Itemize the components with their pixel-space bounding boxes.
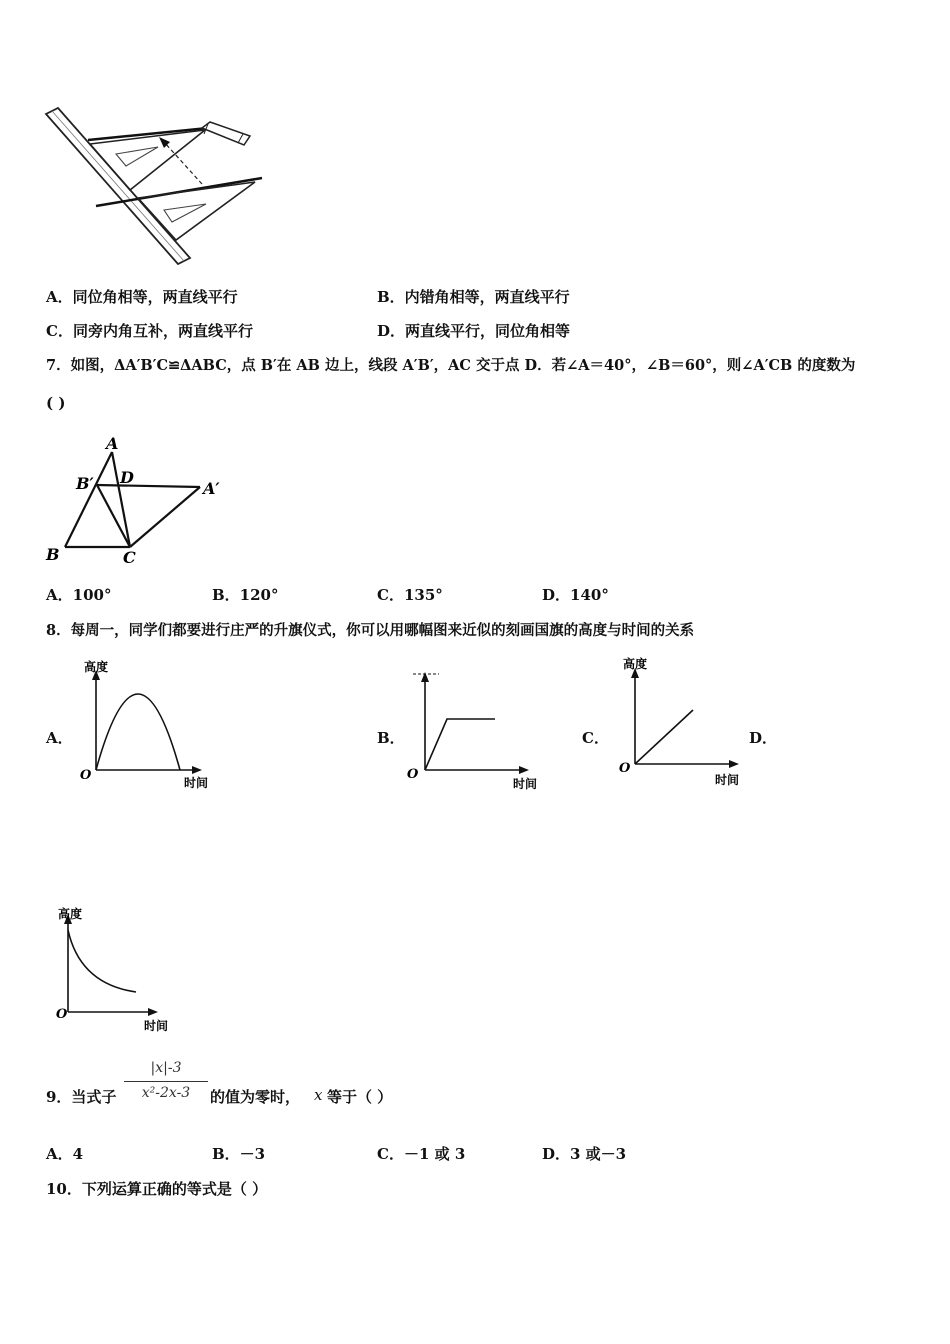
q7-option-c[interactable]: C．135°	[377, 586, 443, 604]
q8-stem: 8．每周一，同学们都要进行庄严的升旗仪式，你可以用哪幅图来近似的刻画国旗的高度与时间的关系	[46, 622, 695, 639]
q9-numerator: |x|-3	[150, 1060, 182, 1076]
label-a: A	[106, 434, 119, 453]
y-label: 高度	[58, 907, 83, 921]
label-a-prime: A′	[203, 479, 220, 498]
label-c: C	[123, 548, 136, 567]
label-b-prime: B′	[76, 474, 94, 493]
x-label: 时间	[513, 777, 538, 791]
q9-stem-suffix: 的值为零时，	[210, 1088, 301, 1106]
q7-option-d[interactable]: D．140°	[542, 586, 609, 604]
origin-label: O	[80, 768, 92, 783]
q7-stem: 7．如图，ΔA′B′C≌ΔABC，点 B′在 AB 边上，线段 A′B′，AC 交于点 D．若∠A＝40°，∠B＝60°，则∠A′CB 的度数为	[46, 357, 856, 374]
origin-label: O	[619, 761, 631, 776]
x-label: 时间	[715, 773, 740, 787]
q9-option-c[interactable]: C．－1 或 3	[377, 1145, 466, 1163]
q9-var: x	[314, 1086, 323, 1104]
q7-option-a[interactable]: A．100°	[46, 586, 112, 604]
q8-option-d[interactable]: D．	[749, 729, 778, 747]
label-d: D	[120, 468, 134, 487]
q9-stem-prefix: 9．当式子	[46, 1088, 117, 1106]
label-b: B	[46, 545, 60, 564]
graph-b	[405, 664, 555, 794]
graph-a	[76, 658, 226, 793]
y-label: 高度	[623, 657, 648, 671]
parallel-ruler-figure	[40, 100, 270, 270]
graph-c	[615, 654, 755, 789]
q6-option-a[interactable]: A．同位角相等，两直线平行	[46, 288, 238, 306]
q9-option-b[interactable]: B．－3	[212, 1145, 266, 1163]
origin-label: O	[407, 767, 419, 782]
q6-option-d[interactable]: D．两直线平行，同位角相等	[377, 322, 571, 340]
q8-option-a[interactable]: A．	[46, 729, 73, 747]
x-label: 时间	[184, 776, 209, 790]
q9-stem-end: 等于（ ）	[327, 1088, 393, 1106]
fraction-bar	[124, 1081, 208, 1082]
graph-d	[50, 904, 190, 1039]
q7-option-b[interactable]: B．120°	[212, 586, 279, 604]
q9-denominator: x²-2x-3	[141, 1085, 191, 1101]
q9-option-d[interactable]: D．3 或－3	[542, 1145, 627, 1163]
q6-option-c[interactable]: C．同旁内角互补，两直线平行	[46, 322, 253, 340]
origin-label: O	[56, 1007, 68, 1022]
q9-option-a[interactable]: A．4	[46, 1145, 84, 1163]
q6-option-b[interactable]: B．内错角相等，两直线平行	[377, 288, 570, 306]
q8-option-c[interactable]: C．	[582, 729, 609, 747]
triangle-figure	[40, 432, 240, 572]
y-label: 高度	[84, 660, 109, 674]
q8-option-b[interactable]: B．	[377, 729, 405, 747]
q7-blank: ( )	[46, 394, 66, 412]
x-label: 时间	[144, 1019, 169, 1033]
q10-stem: 10．下列运算正确的等式是（ ）	[46, 1180, 268, 1198]
